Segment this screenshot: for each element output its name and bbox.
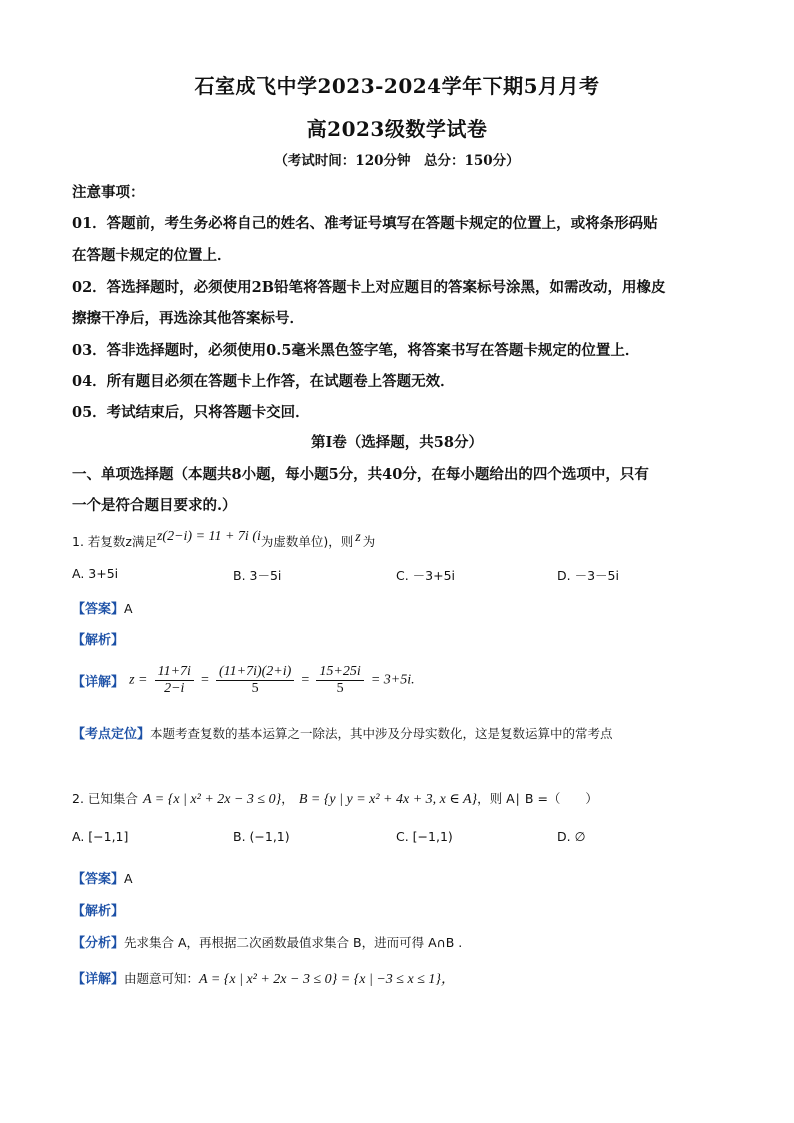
note-line: 03．答非选择题时，必须使用0.5毫米黑色签字笔，将答案书写在答题卡规定的位置上． <box>72 342 640 359</box>
key-point-text: 本题考查复数的基本运算之一除法，其中涉及分母实数化，这是复数运算中的常考点 <box>150 726 613 741</box>
question-1 <box>72 531 375 551</box>
q2-option-b: B. (−1,1) <box>233 829 290 844</box>
section-title: 第Ⅰ卷（选择题，共58分） <box>311 434 483 451</box>
q1-prefix: 1. 若复数z满足 <box>72 534 157 549</box>
q2-prefix: 2. 已知集合 <box>72 791 138 806</box>
note-line: 擦擦干净后，再选涂其他答案标号． <box>72 310 304 327</box>
q2-suffix: ，则 A∣ B =（ ） <box>477 791 598 806</box>
notes-heading: 注意事项： <box>72 184 145 201</box>
q2-set-b: B = {y | y = x² + 4x + 3, x ∈ A} <box>298 792 478 807</box>
q1-option-a: A. 3+5i <box>72 566 119 581</box>
detail-tag: 【详解】 <box>72 675 125 690</box>
exam-title: 石室成飞中学2023-2024学年下期5月月考 <box>194 74 600 98</box>
q2-option-c: C. [−1,1) <box>396 829 453 844</box>
answer-tag: 【答案】 <box>72 872 125 887</box>
answer-value: A <box>124 871 133 886</box>
exam-info: （考试时间：120分钟 总分：150分） <box>274 153 520 169</box>
note-line: 02．答选择题时，必须使用2B铅笔将答题卡上对应题目的答案标号涂黑，如需改动，用橡皮 <box>72 279 666 296</box>
analysis-tag: 【解析】 <box>72 633 125 648</box>
q1-detail: 【详解】 z = $\frac{11+7i}{2-i}$ = $\frac{(11+7i)(2+i)}{5}$ = $\frac{15+25i}{5}$ = 3+5i. <box>72 664 415 696</box>
q2-fenxi <box>72 932 462 951</box>
q2-set-a: A = {x | x² + 2x − 3 ≤ 0} <box>143 792 282 807</box>
q1-var: z <box>355 530 361 545</box>
section-instruction: 一个是符合题目要求的.） <box>72 497 237 514</box>
detail-math: A = {x | x² + 2x − 3 ≤ 0} = {x | −3 ≤ x ≤ 1}， <box>199 972 455 987</box>
detail-tag: 【详解】 <box>72 972 125 987</box>
q2-option-a: A. [−1,1] <box>72 829 129 844</box>
q2-detail <box>72 968 455 988</box>
q1-key-point <box>72 723 613 742</box>
detail-text: 由题意可知： <box>124 971 200 986</box>
q1-tail: 为 <box>362 534 376 549</box>
note-line: 01．答题前，考生务必将自己的姓名、准考证号填写在答题卡规定的位置上，或将条形码贴 <box>72 215 658 232</box>
fraction-3: $\frac{15+25i}{5}$ <box>316 664 363 697</box>
fenxi-text: 先求集合 A，再根据二次函数最值求集合 B，进而可得 A∩B . <box>124 935 463 950</box>
fraction-2: $\frac{(11+7i)(2+i)}{5}$ <box>216 664 294 697</box>
section-instruction: 一、单项选择题（本题共8小题，每小题5分，共40分，在每小题给出的四个选项中，只有 <box>72 466 649 483</box>
q1-equation: z(2−i) = 11 + 7i (i <box>156 529 261 544</box>
question-2 <box>72 788 598 808</box>
note-line: 在答题卡规定的位置上． <box>72 247 232 264</box>
q2-answer <box>72 868 133 887</box>
detail-z: z = <box>129 672 148 688</box>
key-point-tag: 【考点定位】 <box>72 727 151 742</box>
q1-option-d: D. －3－5i <box>557 568 619 583</box>
exam-subtitle: 高2023级数学试卷 <box>306 117 488 141</box>
q2-separator: ， <box>281 791 294 806</box>
q1-answer <box>72 598 133 617</box>
q2-option-d: D. ∅ <box>557 829 586 844</box>
q1-suffix: 为虚数单位)，则 <box>260 534 354 549</box>
answer-tag: 【答案】 <box>72 602 125 617</box>
note-line: 04．所有题目必须在答题卡上作答，在试题卷上答题无效． <box>72 373 455 390</box>
detail-result: = 3+5i. <box>370 672 415 688</box>
analysis-tag: 【解析】 <box>72 904 125 919</box>
fraction-1: $\frac{11+7i}{2-i}$ <box>155 664 194 697</box>
q1-option-c: C. －3+5i <box>396 568 456 583</box>
note-line: 05．考试结束后，只将答题卡交回． <box>72 404 310 421</box>
fenxi-tag: 【分析】 <box>72 936 125 951</box>
q1-option-b: B. 3－5i <box>233 568 282 583</box>
answer-value: A <box>124 601 133 616</box>
